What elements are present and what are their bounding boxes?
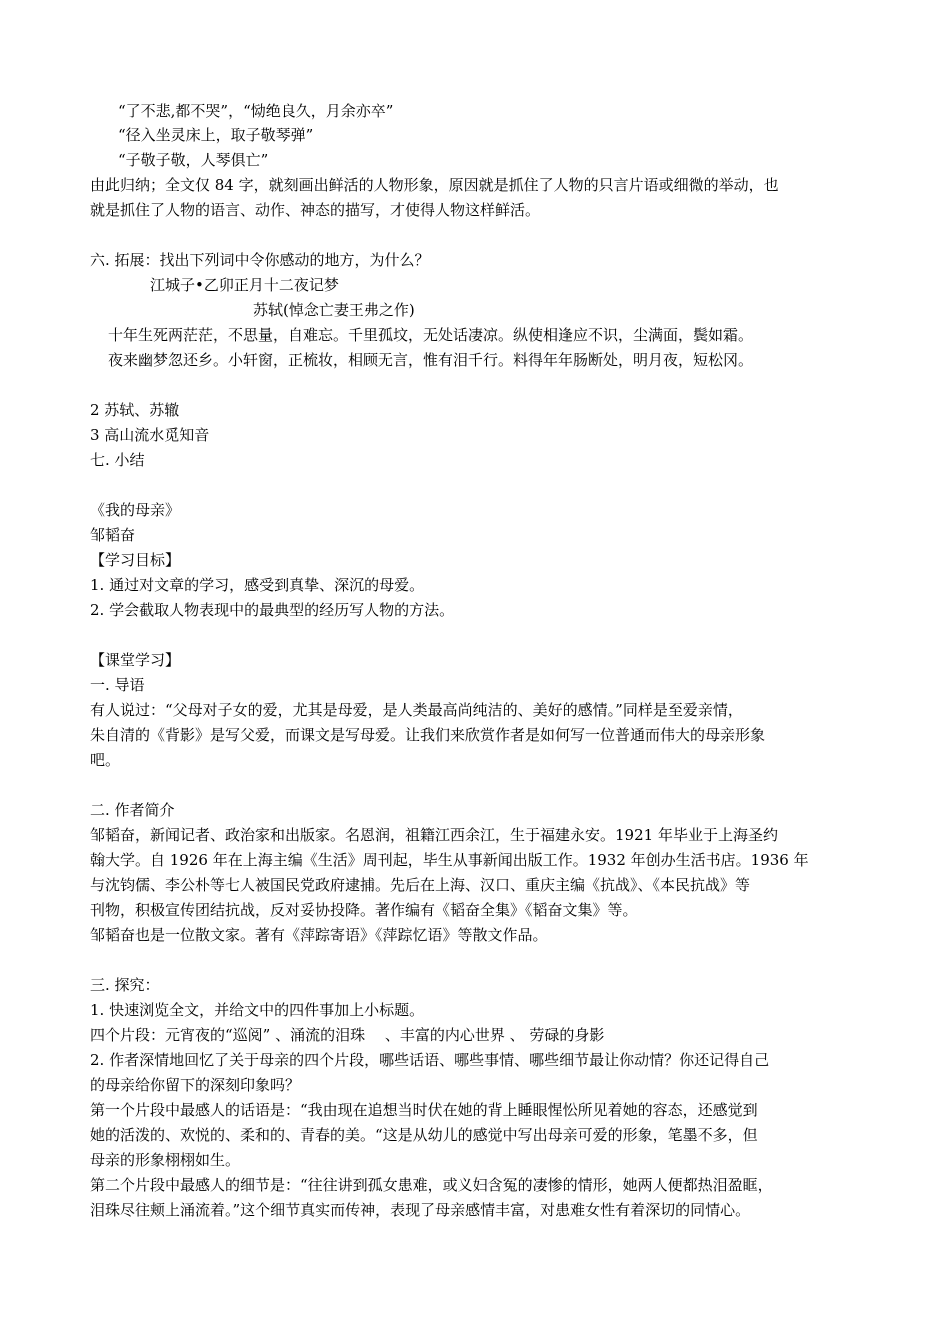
- text-line: 十年生死两茫茫，不思量，自难忘。千里孤坟，无处话凄凉。纵使相逢应不识，尘满面，鬓如霜。: [108, 326, 754, 344]
- text-line: 苏轼(悼念亡妻王弗之作): [253, 301, 415, 319]
- text-line: 吧。: [90, 751, 121, 769]
- text-line: 《我的母亲》: [90, 501, 181, 519]
- text-line: 母亲的形象栩栩如生。: [90, 1151, 241, 1169]
- text-line: 第一个片段中最感人的话语是：“我由现在追想当时伏在她的背上睡眼惺忪所见着她的容态，还感觉到: [90, 1101, 758, 1119]
- text-line: 朱自清的《背影》是写父爱，而课文是写母爱。让我们来欣赏作者是如何写一位普通而伟大的母亲形象: [90, 726, 766, 744]
- text-line: 的母亲给你留下的深刻印象吗？: [90, 1076, 301, 1094]
- text-line: 她的活泼的、欢悦的、柔和的、青春的美。“这是从幼儿的感觉中写出母亲可爱的形象，笔墨不多，但: [90, 1126, 758, 1144]
- text-line: 翰大学。自 1926 年在上海主编《生活》周刊起，毕生从事新闻出版工作。1932 年创办生活书店。1936 年: [90, 851, 809, 869]
- text-line: 邹韬奋，新闻记者、政治家和出版家。名恩润，祖籍江西余江，生于福建永安。1921 年毕业于上海圣约: [90, 826, 778, 844]
- text-line: 由此归纳；全文仅 84 字，就刻画出鲜活的人物形象，原因就是抓住了人物的只言片语或细微的举动，也: [90, 176, 779, 194]
- text-line: 第二个片段中最感人的细节是：“往往讲到孤女患难，或义妇含冤的凄惨的情形，她两人便都热泪盈眶，: [90, 1176, 773, 1194]
- text-line: 江城子•乙卯正月十二夜记梦: [150, 276, 339, 294]
- text-line: 三. 探究：: [90, 976, 160, 994]
- text-line: 刊物，积极宣传团结抗战，反对妥协投降。著作编有《韬奋全集》《韬奋文集》等。: [90, 901, 638, 919]
- text-line: 2. 学会截取人物表现中的最典型的经历写人物的方法。: [90, 601, 455, 619]
- text-line: “子敬子敬，人琴俱亡”: [118, 151, 269, 169]
- text-line: 邹韬奋也是一位散文家。著有《萍踪寄语》《萍踪忆语》等散文作品。: [90, 926, 548, 944]
- text-line: 四个片段：元宵夜的“巡阅” 、涌流的泪珠 、丰富的内心世界 、 劳碌的身影: [90, 1026, 605, 1044]
- text-line: 2 苏轼、苏辙: [90, 401, 180, 419]
- text-line: 邹韬奋: [90, 526, 136, 544]
- text-line: 3 高山流水觅知音: [90, 426, 210, 444]
- text-line: 六. 拓展：找出下列词中令你感动的地方，为什么？: [90, 251, 430, 269]
- text-line: 泪珠尽往颊上涌流着。”这个细节真实而传神，表现了母亲感情丰富，对患难女性有着深切的同情心。: [90, 1201, 751, 1219]
- text-line: “径入坐灵床上，取子敬琴弹”: [118, 126, 314, 144]
- text-line: 与沈钧儒、李公朴等七人被国民党政府逮捕。先后在上海、汉口、重庆主编《抗战》、《本民抗战》等: [90, 876, 751, 894]
- text-line: 1. 快速浏览全文，并给文中的四件事加上小标题。: [90, 1001, 425, 1019]
- text-line: 二. 作者简介: [90, 801, 175, 819]
- text-line: 有人说过：“父母对子女的爱，尤其是母爱，是人类最高尚纯洁的、美好的感情。”同样是至爱亲情，: [90, 701, 743, 719]
- text-line: 【课堂学习】: [90, 651, 181, 669]
- text-line: 1. 通过对文章的学习，感受到真挚、深沉的母爱。: [90, 576, 425, 594]
- text-line: 2. 作者深情地回忆了关于母亲的四个片段，哪些话语、哪些事情、哪些细节最让你动情？你还记得自己: [90, 1051, 770, 1069]
- text-line: 就是抓住了人物的语言、动作、神态的描写，才使得人物这样鲜活。: [90, 201, 541, 219]
- text-line: 夜来幽梦忽还乡。小轩窗，正梳妆，相顾无言，惟有泪千行。料得年年肠断处，明月夜，短松冈。: [108, 351, 754, 369]
- text-line: 一. 导语: [90, 676, 145, 694]
- text-line: 七. 小结: [90, 451, 145, 469]
- text-line: 【学习目标】: [90, 551, 181, 569]
- text-line: “了不悲,都不哭”，“恸绝良久，月余亦卒”: [118, 102, 394, 120]
